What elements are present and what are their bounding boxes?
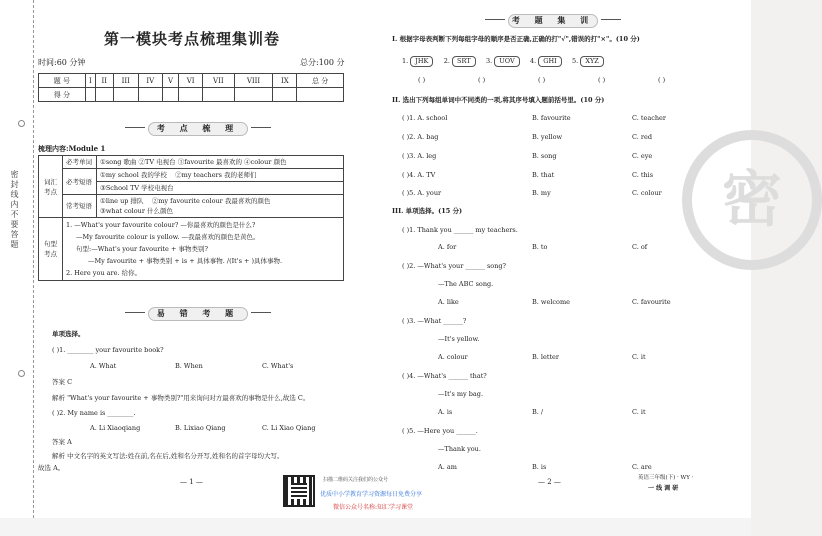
option: C. of — [632, 243, 648, 251]
section-banner: 考 点 梳 理 — [148, 122, 248, 136]
option: B. is — [532, 463, 547, 471]
qr-code — [283, 475, 315, 507]
grade-label: 英语三年级(下) · WY · — [638, 475, 694, 481]
option: C. What's — [262, 362, 294, 370]
option: B. / — [532, 408, 544, 416]
explanation: 故选 A。 — [38, 464, 65, 472]
answer: 答案 C — [52, 378, 73, 386]
time-label: 时间:60 分钟 — [38, 58, 86, 67]
option: ( )1. A. school — [402, 114, 448, 122]
option: C. Li Xiao Qiang — [262, 424, 316, 432]
option: A. What — [90, 362, 117, 370]
option: C. favourite — [632, 298, 671, 306]
option: B. to — [532, 243, 548, 251]
answer-paren: ( ) — [538, 76, 546, 84]
option: C. it — [632, 408, 646, 416]
section-heading: I. 根据字母表判断下列每组字母的顺序是否正确,正确的打"√",错误的打"×"。(10 分) — [392, 35, 640, 43]
section-banner: 考 题 集 训 — [508, 14, 598, 28]
total-label: 总分:100 分 — [300, 58, 345, 67]
explanation: 解析 中文名字的英文写法:姓在前,名在后,姓和名分开写,姓和名的首字母均大写。 — [52, 452, 284, 460]
option: A. like — [438, 298, 459, 306]
watermark-seal: 密 — [682, 130, 822, 270]
question: ( )1. Thank you ______ my teachers. — [402, 226, 518, 234]
question: —The ABC song. — [438, 280, 494, 288]
review-table: 词汇考点 必考单词 ①song 歌曲 ②TV 电视台 ③favourite 最喜欢的 ④colour 颜色 必考短语 ①my school 我的学校 ②my teachers 我的老师们 ③School TV 学校电视台 常考短语 ①line up 排队 ②my favourite colour 我最喜欢的颜色 ③what colour 什么颜色 句型考点 1. —What's your favourite colour? —你最喜欢的颜色是什么? —My favourite colour is yellow. —我最喜欢的颜色是黄色。 句型:—What's your favourite + 事物类别? —My favourite + 事物类别 + is + 具体事物. /(It's + )具体事物. 2. Here you are. 给你。 — [38, 155, 344, 281]
option: A. is — [438, 408, 453, 416]
option: A. am — [438, 463, 457, 471]
answer-paren: ( ) — [478, 76, 486, 84]
option: C. this — [632, 171, 654, 179]
question: ( )2. —What's your ______ song? — [402, 262, 507, 270]
viewer-bottom-bar — [0, 518, 751, 536]
answer-paren: ( ) — [658, 76, 666, 84]
answer-paren: ( ) — [598, 76, 606, 84]
option: B. yellow — [532, 133, 563, 141]
question: ( )5. —Here you ______. — [402, 427, 478, 435]
option: B. song — [532, 152, 557, 160]
option: ( )3. A. leg — [402, 152, 437, 160]
promo-line: 优质中小学教育学习资源每日免费分享 — [320, 491, 423, 498]
option: ( )5. A. your — [402, 189, 442, 197]
question: —It's my bag. — [438, 390, 484, 398]
option: C. teacher — [632, 114, 666, 122]
option: B. Lixiao Qiang — [175, 424, 226, 432]
binding-hole — [18, 370, 25, 377]
qr-caption: 扫描二维码关注我们的公众号 — [323, 477, 389, 483]
question: ( )1. ________ your favourite book? — [52, 346, 164, 354]
answer-paren: ( ) — [418, 76, 426, 84]
question: ( )4. —What's ______ that? — [402, 372, 487, 380]
question: —Thank you. — [438, 445, 481, 453]
option: ( )2. A. bag — [402, 133, 439, 141]
answer: 答案 A — [52, 438, 72, 446]
brand-label: 一 线 调 研 — [648, 485, 679, 492]
binding-hole — [18, 120, 25, 127]
option: C. are — [632, 463, 652, 471]
option: B. my — [532, 189, 551, 197]
section-banner: 易 错 考 题 — [148, 307, 248, 321]
option: B. When — [175, 362, 203, 370]
page-number: — 2 — — [538, 478, 561, 486]
option: B. welcome — [532, 298, 570, 306]
section-heading: 单项选择。 — [52, 330, 85, 338]
seal-margin — [0, 0, 34, 518]
letter-row: 1. JHK 2. SRT 3. UOV 4. GHI 5. XYZ — [402, 56, 604, 67]
option: C. red — [632, 133, 652, 141]
explanation: 解析 "What's your favourite + 事物类别?"用来询问对方最喜欢的事物是什么,故选 C。 — [52, 394, 310, 402]
option: A. Li Xiaoqiang — [90, 424, 141, 432]
section-heading: III. 单项选择。(15 分) — [392, 207, 463, 215]
promo-line: 微信公众号名称:知汇学习课堂 — [333, 504, 414, 511]
option: B. letter — [532, 353, 560, 361]
page-number: — 1 — — [180, 478, 203, 486]
question: —It's yellow. — [438, 335, 480, 343]
page-title: 第一模块考点梳理集训卷 — [104, 30, 281, 48]
section-heading: II. 选出下列每组单词中不同类的一项,将其序号填入题前括号里。(10 分) — [392, 96, 605, 104]
score-table: 题 号 I II III IV V VI VII VIII IX 总 分 得 分 — [38, 73, 344, 102]
seal-text: 密封线内不要答题 — [10, 170, 19, 250]
question: ( )2. My name is ________. — [52, 409, 136, 417]
option: B. that — [532, 171, 555, 179]
option: C. eye — [632, 152, 653, 160]
question: ( )3. —What ______? — [402, 317, 467, 325]
option: B. favourite — [532, 114, 571, 122]
option: A. colour — [438, 353, 468, 361]
option: C. colour — [632, 189, 662, 197]
option: C. it — [632, 353, 646, 361]
review-scope: 梳理内容:Module 1 — [38, 144, 106, 153]
option: ( )4. A. TV — [402, 171, 436, 179]
option: A. for — [438, 243, 457, 251]
